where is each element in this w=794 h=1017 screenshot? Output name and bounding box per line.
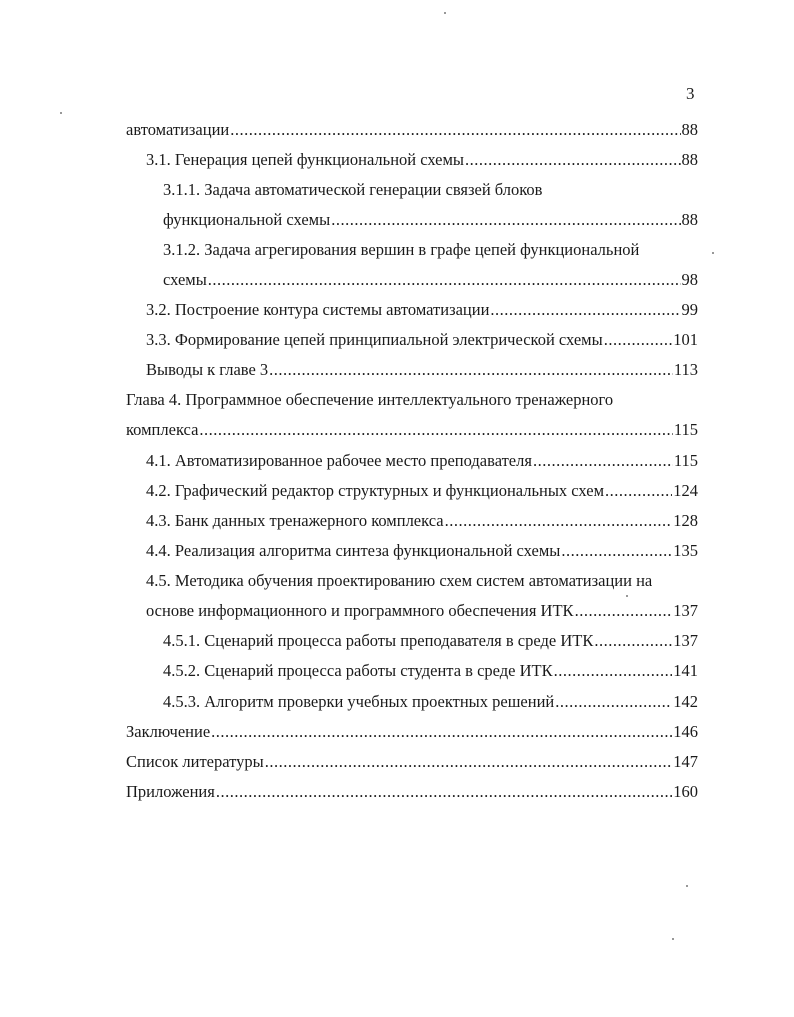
toc-entry-page: 113 — [673, 360, 698, 379]
toc-entry — [126, 781, 698, 803]
toc-entry — [163, 209, 698, 231]
toc-entry — [163, 660, 698, 682]
toc-entry-title: функциональной схемы — [163, 210, 331, 229]
toc-entry-title: Приложения — [126, 782, 215, 801]
leader-dots — [211, 721, 672, 743]
scan-speck — [712, 252, 714, 254]
scan-speck — [686, 885, 688, 887]
leader-dots — [561, 540, 672, 562]
toc-entry-page: 88 — [681, 210, 698, 229]
toc-entry-page: 115 — [673, 451, 698, 470]
toc-entry-title: 4.5. Методика обучения проектированию схем систем автоматизации на — [146, 571, 653, 590]
toc-entry-title: 4.4. Реализация алгоритма синтеза функциональной схемы — [146, 541, 561, 560]
toc-entry — [146, 359, 698, 381]
toc-entry-page: 147 — [673, 752, 698, 771]
leader-dots — [554, 660, 673, 682]
scan-speck — [626, 595, 628, 597]
toc-entry — [146, 149, 698, 171]
toc-entry — [163, 630, 698, 652]
toc-entry-title: 3.1.2. Задача агрегирования вершин в графе цепей функциональной — [163, 240, 640, 259]
toc-entry-page: 141 — [673, 661, 698, 680]
page-number: 3 — [686, 84, 695, 103]
toc-entry-title: схемы — [163, 270, 207, 289]
leader-dots — [465, 149, 680, 171]
leader-dots — [604, 329, 673, 351]
toc-entry-page: 101 — [673, 330, 698, 349]
toc-entry — [146, 600, 698, 622]
toc-entry — [163, 269, 698, 291]
toc-entry-page: 137 — [673, 601, 698, 620]
leader-dots — [230, 119, 680, 141]
leader-dots — [269, 359, 673, 381]
leader-dots — [490, 299, 680, 321]
toc-entry-page: 135 — [673, 541, 698, 560]
toc-entry-title: Глава 4. Программное обеспечение интеллектуального тренажерного — [126, 390, 614, 409]
toc-entry-title: Список литературы — [126, 752, 264, 771]
toc-entry-title: 3.1.1. Задача автоматической генерации связей блоков — [163, 180, 543, 199]
scan-speck — [672, 938, 674, 940]
toc-entry-page: 160 — [673, 782, 698, 801]
leader-dots — [575, 600, 673, 622]
leader-dots — [331, 209, 680, 231]
toc-entry — [146, 450, 698, 472]
toc-entry — [146, 329, 698, 351]
scan-speck — [444, 12, 446, 14]
toc-entry-page: 142 — [673, 692, 698, 711]
toc-entry-title: Выводы к главе 3 — [146, 360, 269, 379]
toc-entry — [146, 540, 698, 562]
toc-entry-title: 3.2. Построение контура системы автоматизации — [146, 300, 490, 319]
toc-entry-title: 3.3. Формирование цепей принципиальной электрической схемы — [146, 330, 603, 349]
scan-speck — [60, 112, 62, 114]
toc-entry-title: 4.1. Автоматизированное рабочее место преподавателя — [146, 451, 532, 470]
toc-entry-page: 115 — [673, 420, 698, 439]
toc-entry-title: Заключение — [126, 722, 211, 741]
toc-entry-page: 99 — [681, 300, 698, 319]
toc-entry-page: 88 — [681, 120, 698, 139]
leader-dots — [216, 781, 672, 803]
leader-dots — [594, 630, 672, 652]
toc-entry — [126, 419, 698, 441]
leader-dots — [605, 480, 672, 502]
toc-entry-page: 128 — [673, 511, 698, 530]
toc-entry-page: 146 — [673, 722, 698, 741]
leader-dots — [445, 510, 673, 532]
leader-dots — [533, 450, 673, 472]
toc-entry-title: 4.5.2. Сценарий процесса работы студента в среде ИТК — [163, 661, 553, 680]
toc-entry-title: 4.3. Банк данных тренажерного комплекса — [146, 511, 444, 530]
toc-entry — [146, 299, 698, 321]
toc-entry-title: автоматизации — [126, 120, 230, 139]
toc-entry-title: 4.5.1. Сценарий процесса работы преподавателя в среде ИТК — [163, 631, 594, 650]
toc-entry — [163, 691, 698, 713]
leader-dots — [555, 691, 672, 713]
toc-entry-page: 88 — [681, 150, 698, 169]
toc-entry — [126, 751, 698, 773]
toc-entry-page: 137 — [673, 631, 698, 650]
toc-entry-page: 98 — [681, 270, 698, 289]
toc-entry-page: 124 — [673, 481, 698, 500]
leader-dots — [208, 269, 681, 291]
leader-dots — [265, 751, 673, 773]
toc-entry — [126, 119, 698, 141]
toc-entry — [146, 480, 698, 502]
toc-entry-title: 4.2. Графический редактор структурных и функциональных схем — [146, 481, 605, 500]
toc-entry-title: 4.5.3. Алгоритм проверки учебных проектных решений — [163, 692, 555, 711]
toc-entry-title: основе информационного и программного обеспечения ИТК — [146, 601, 574, 620]
toc-entry — [126, 721, 698, 743]
toc-entry — [146, 510, 698, 532]
toc-entry-title: 3.1. Генерация цепей функциональной схемы — [146, 150, 465, 169]
toc-entry-title: комплекса — [126, 420, 199, 439]
leader-dots — [199, 419, 672, 441]
